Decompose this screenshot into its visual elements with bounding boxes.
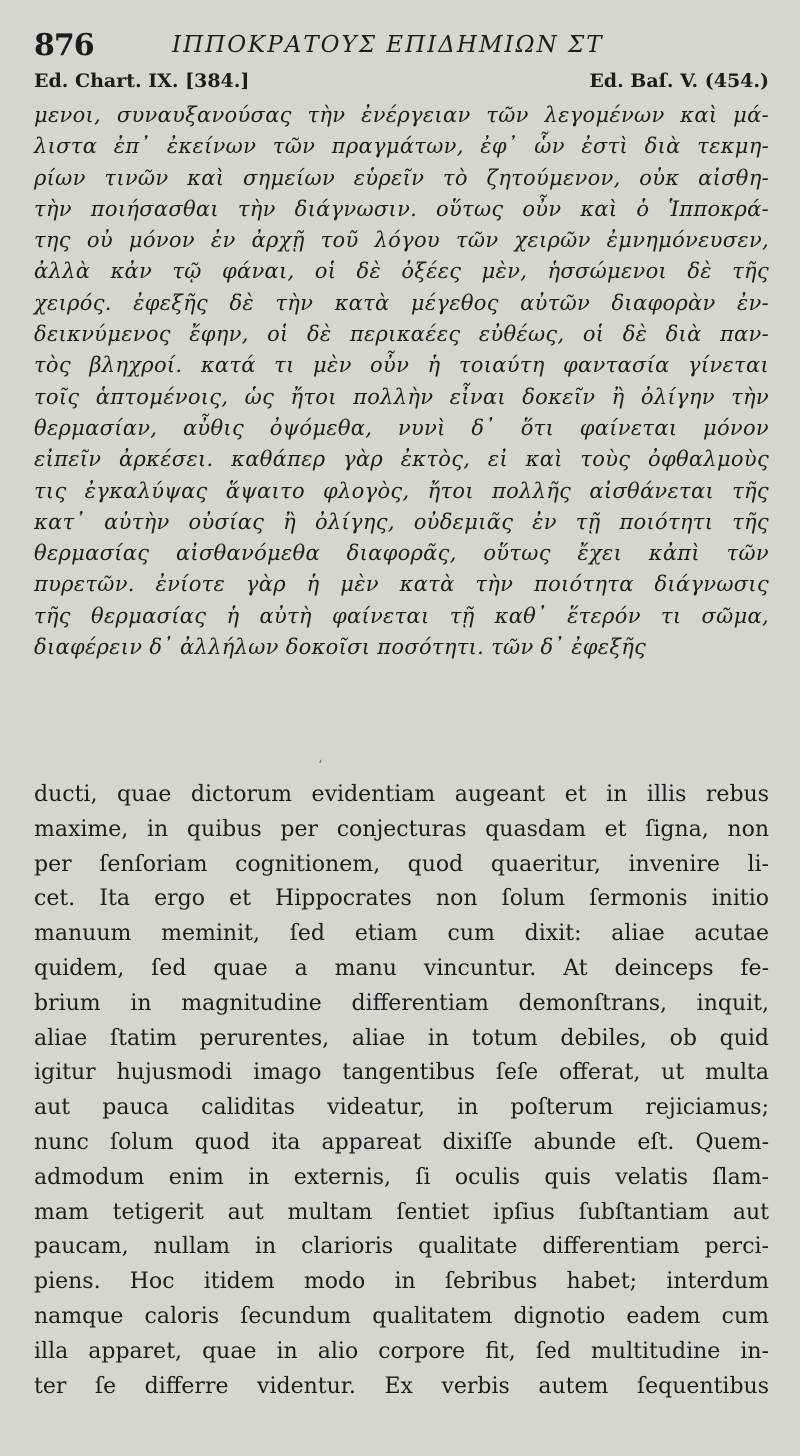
greek-text-line: χειρός. ἐφεξῆς δὲ τὴν κατὰ μέγεθος αὐτῶν διαφορὰν ἐν-: [34, 290, 769, 315]
page-number: 876: [34, 28, 94, 63]
greek-text-line: τῆς θερμασίας ἡ αὐτὴ φαίνεται τῇ καθ᾽ ἕτερόν τι σῶμα,: [34, 603, 769, 628]
edition-references: [34, 70, 769, 100]
greek-text-line: τις ἐγκαλύψας ἅψαιτο φλογὸς, ἤτοι πολλῆς αἰσθάνεται τῆς: [34, 478, 769, 503]
greek-text-line: θερμασίαν, αὖθις ὀψόμεθα, νυνὶ δ᾽ ὅτι φαίνεται μόνον: [34, 415, 769, 440]
greek-text-line: πυρετῶν. ἐνίοτε γὰρ ἡ μὲν κατὰ τὴν ποιότητα διάγνωσις: [34, 572, 769, 597]
greek-text-line: ρίων τινῶν καὶ σημείων εὑρεῖν τὸ ζητούμενον, οὐκ αἰσθη-: [34, 165, 769, 190]
greek-text-line: ἀλλὰ κἀν τῷ φάναι, οἱ δὲ ὀξέες μὲν, ἡσσώμενοι δὲ τῆς: [34, 259, 769, 284]
latin-text-line: maxime, in quibus per conjecturas quasdam et ſigna, non: [34, 816, 769, 842]
latin-text-line: paucam, nullam in clarioris qualitate differentiam perci-: [34, 1234, 769, 1260]
greek-text-line: διαφέρειν δ᾽ ἀλλήλων δοκοῖσι ποσότητι. τῶν δ᾽ ἐφεξῆς: [34, 635, 647, 660]
latin-text-line: per ſenſoriam cognitionem, quod quaeritur, invenire li-: [34, 851, 769, 877]
latin-text-line: admodum enim in externis, ſi oculis quis velatis ſlam-: [34, 1164, 769, 1190]
latin-text-block: [34, 778, 769, 1404]
latin-text-line: brium in magnitudine differentiam demonſtrans, inquit,: [34, 990, 769, 1016]
latin-text-line: nunc ſolum quod ita appareat dixiſſe abunde eſt. Quem-: [34, 1129, 769, 1155]
latin-text-line: manuum meminit, ſed etiam cum dixit: aliae acutae: [34, 921, 769, 947]
latin-text-line: igitur hujusmodi imago tangentibus ſeſe offerat, ut multa: [34, 1060, 769, 1086]
edition-reference-chart: Ed. Chart. IX. [384.]: [34, 70, 250, 92]
greek-text-line: δεικνύμενος ἔφην, οἱ δὲ περικαέες εὐθέως, οἱ δὲ διὰ παν-: [34, 322, 769, 347]
latin-text-line: ducti, quae dictorum evidentiam augeant et in illis rebus: [34, 782, 769, 807]
page-header: [34, 28, 769, 68]
edition-reference-basel: Ed. Baſ. V. (454.): [589, 70, 769, 92]
latin-text-line: illa apparet, quae in alio corpore fit, ſed multitudine in-: [34, 1338, 769, 1364]
greek-text-line: τὴν ποιήσασθαι τὴν διάγνωσιν. οὕτως οὖν καὶ ὁ Ἱπποκρά-: [34, 196, 769, 221]
latin-text-line: mam tetigerit aut multam ſentiet ipſius ſubſtantiam aut: [34, 1199, 769, 1225]
greek-text-line: κατ᾽ αὐτὴν οὐσίας ἢ ὀλίγης, οὐδεμιᾶς ἐν τῇ ποιότητι τῆς: [34, 509, 769, 534]
greek-text-line: λιστα ἐπ᾽ ἐκείνων τῶν πραγμάτων, ἐφ᾽ ὧν ἐστὶ διὰ τεκμη-: [34, 134, 769, 159]
greek-text-block: [34, 100, 769, 663]
separator-mark: ‘: [318, 758, 323, 774]
latin-text-line: aut pauca caliditas videatur, in poſterum rejiciamus;: [34, 1095, 769, 1121]
greek-text-line: μενοι, συναυξανούσας τὴν ἐνέργειαν τῶν λεγομένων καὶ μά-: [34, 103, 769, 127]
latin-text-line: quidem, ſed quae a manu vincuntur. At deinceps fe-: [34, 955, 769, 981]
latin-text-line: piens. Hoc itidem modo in ſebribus habet; interdum: [34, 1269, 769, 1295]
latin-text-line: aliae ſtatim perurentes, aliae in totum debiles, ob quid: [34, 1025, 769, 1051]
latin-text-line: namque caloris ſecundum qualitatem dignotio eadem cum: [34, 1303, 769, 1329]
greek-text-line: θερμασίας αἰσθανόμεθα διαφορᾶς, οὕτως ἔχει κἀπὶ τῶν: [34, 541, 769, 566]
greek-text-line: της οὐ μόνον ἐν ἀρχῇ τοῦ λόγου τῶν χειρῶν ἐμνημόνευσεν,: [34, 228, 769, 253]
greek-text-line: εἰπεῖν ἀρκέσει. καθάπερ γὰρ ἐκτὸς, εἰ καὶ τοὺς ὀφθαλμοὺς: [34, 447, 769, 472]
greek-text-line: τὸς βληχροί. κατά τι μὲν οὖν ἡ τοιαύτη φαντασία γίνεται: [34, 353, 769, 378]
latin-text-line: ter ſe differre videntur. Ex verbis autem ſequentibus: [34, 1373, 769, 1399]
running-title: ΙΠΠΟΚΡΑΤΟΥΣ ΕΠΙΔΗΜΙΩΝ ΣΤ: [172, 32, 604, 58]
greek-text-line: τοῖς ἁπτομένοις, ὡς ἤτοι πολλὴν εἶναι δοκεῖν ἢ ὀλίγην τὴν: [34, 384, 769, 409]
latin-text-line: cet. Ita ergo et Hippocrates non ſolum ſermonis initio: [34, 886, 769, 912]
